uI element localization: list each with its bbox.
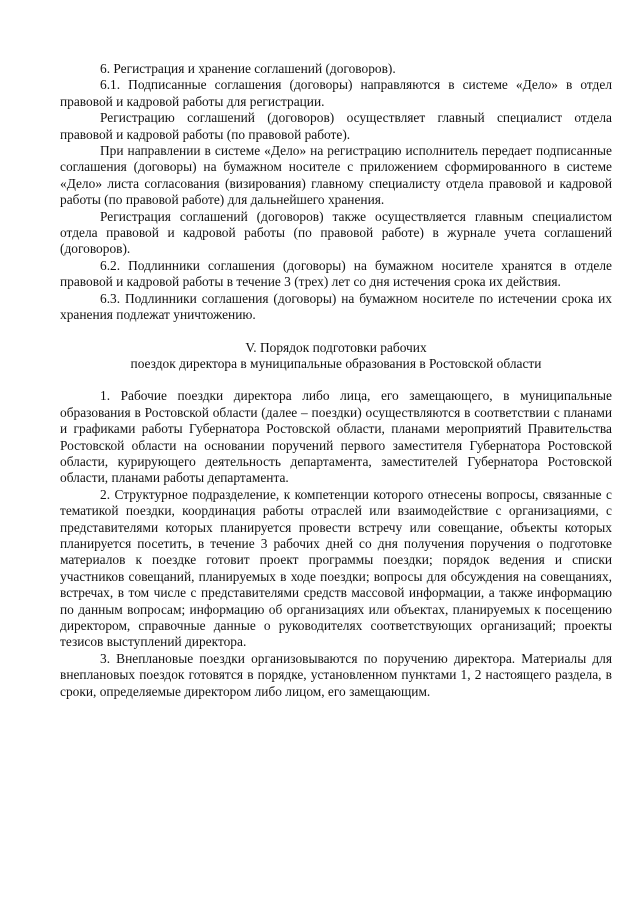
paragraph-5-1: 1. Рабочие поездки директора либо лица, его замещающего, в муниципальные образования в Ростовской области (далее – поездки) осуществляются в соответствии с планами и графиками работы Губернатора Ростовской области, планами мероприятий Правительства Ростовской области на основании поручений первого заместителя Губернатора Ростовской области, курирующего деятельность департамента, заместителей Губернатора Ростовской области, планами работы департамента.: [60, 388, 612, 486]
section-5-heading-line-1: V. Порядок подготовки рабочих: [245, 339, 427, 355]
paragraph-6-2: 6.2. Подлинники соглашения (договоры) на бумажном носителе хранятся в отделе правовой и кадровой работы в течение 3 (трех) лет со дня истечения срока их действия.: [60, 257, 612, 290]
document-body: [60, 61, 612, 700]
section-5-heading-line-2: поездок директора в муниципальные образования в Ростовской области: [130, 355, 542, 371]
paragraph-registration-journal: Регистрация соглашений (договоров) также осуществляется главным специалистом отдела правовой и кадровой работы (по правовой работе) в журнале учета соглашений (договоров).: [60, 208, 612, 257]
paragraph-6-3: 6.3. Подлинники соглашения (договоры) на бумажном носителе по истечении срока их хранения подлежат уничтожению.: [60, 290, 612, 323]
paragraph-6-1: 6.1. Подписанные соглашения (договоры) направляются в системе «Дело» в отдел правовой и кадровой работы для регистрации.: [60, 77, 612, 109]
paragraph-5-3: 3. Внеплановые поездки организовываются по поручению директора. Материалы для внеплановых поездок готовятся в порядке, установленном пунктами 1, 2 настоящего раздела, в сроки, определяемые директором либо лицом, его замещающим.: [60, 650, 612, 699]
section-6-title: 6. Регистрация и хранение соглашений (договоров).: [100, 61, 396, 76]
paragraph-registration-procedure: При направлении в системе «Дело» на регистрацию исполнитель передает подписанные соглашения (договоры) на бумажном носителе с приложением сформированного в системе «Дело» листа согласования (визирования) главному специалисту отдела правовой и кадровой работы (по правовой работе) для дальнейшего хранения.: [60, 143, 612, 208]
paragraph-5-2: 2. Структурное подразделение, к компетенции которого отнесены вопросы, связанные с тематикой поездки, координация работы отраслей или взаимодействие с организациями, с представителями которых планируется провести встречу или совещание, объекты которых планируется посетить, в течение 3 рабочих дней со дня получения поручения о подготовке материалов к поездке готовит проект программы поездки; порядок ведения и списки участников совещаний, планируемых в ходе поездки; вопросы для обсуждения на совещаниях, встречах, в том числе с представителями средств массовой информации, а также информацию по данным вопросам; информацию об организациях или объектах, планируемых к посещению директором, справочные данные о руководителях соответствующих организаций; проекты тезисов выступлений директора.: [60, 486, 612, 650]
paragraph-registration-responsible: Регистрацию соглашений (договоров) осуществляет главный специалист отдела правовой и кадровой работы (по правовой работе).: [60, 110, 612, 142]
